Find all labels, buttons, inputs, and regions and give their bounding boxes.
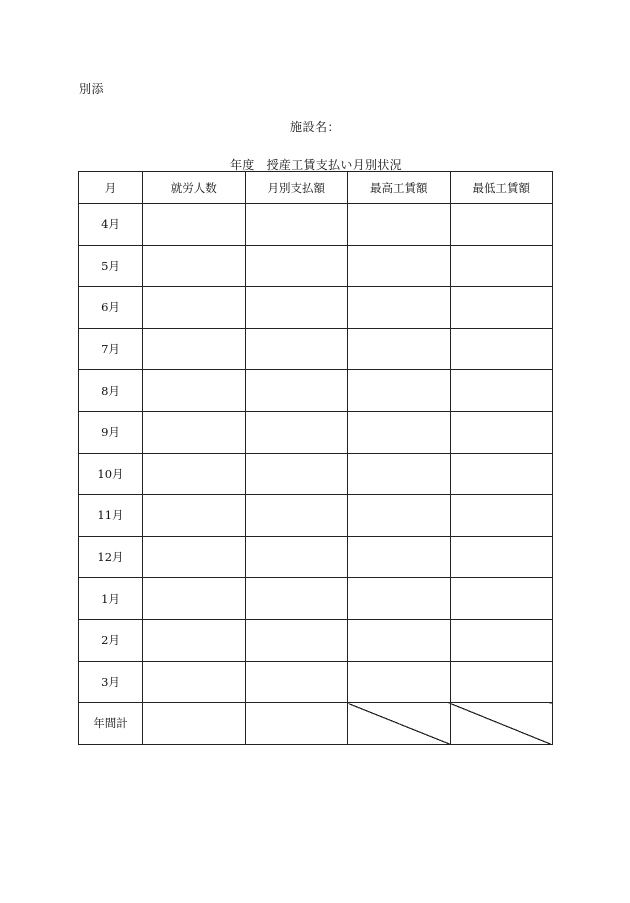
workers-cell[interactable] <box>143 370 246 412</box>
monthly-payment-cell[interactable] <box>245 370 348 412</box>
min-wage-cell[interactable] <box>450 204 553 246</box>
month-cell: 10月 <box>79 453 143 495</box>
max-wage-cell[interactable] <box>348 661 451 703</box>
max-wage-na-cell <box>348 703 451 745</box>
title-year-label: 年度 <box>230 158 255 172</box>
min-wage-cell[interactable] <box>450 619 553 661</box>
monthly-payment-cell[interactable] <box>245 578 348 620</box>
monthly-payment-cell[interactable] <box>245 661 348 703</box>
max-wage-cell[interactable] <box>348 287 451 329</box>
min-wage-cell[interactable] <box>450 245 553 287</box>
monthly-payment-cell[interactable] <box>245 287 348 329</box>
table-row <box>79 328 553 370</box>
monthly-payment-cell[interactable] <box>245 453 348 495</box>
title-main: 授産工賃支払い月別状況 <box>266 158 402 172</box>
max-wage-cell[interactable] <box>348 453 451 495</box>
min-wage-cell[interactable] <box>450 536 553 578</box>
workers-cell[interactable] <box>143 287 246 329</box>
workers-cell[interactable] <box>143 536 246 578</box>
month-cell: 4月 <box>79 204 143 246</box>
month-cell: 2月 <box>79 619 143 661</box>
col-header-workers: 就労人数 <box>143 172 246 204</box>
month-cell: 7月 <box>79 328 143 370</box>
col-header-month: 月 <box>79 172 143 204</box>
workers-cell[interactable] <box>143 453 246 495</box>
workers-cell[interactable] <box>143 204 246 246</box>
max-wage-cell[interactable] <box>348 245 451 287</box>
table-row <box>79 411 553 453</box>
month-cell: 8月 <box>79 370 143 412</box>
table-row <box>79 619 553 661</box>
facility-name-label: 施設名： <box>290 120 341 134</box>
total-workers-cell[interactable] <box>143 703 246 745</box>
table-row <box>79 495 553 537</box>
min-wage-cell[interactable] <box>450 661 553 703</box>
max-wage-cell[interactable] <box>348 204 451 246</box>
month-cell: 9月 <box>79 411 143 453</box>
max-wage-cell[interactable] <box>348 328 451 370</box>
max-wage-cell[interactable] <box>348 370 451 412</box>
workers-cell[interactable] <box>143 619 246 661</box>
table-row <box>79 578 553 620</box>
table-row <box>79 287 553 329</box>
min-wage-cell[interactable] <box>450 495 553 537</box>
monthly-payment-cell[interactable] <box>245 495 348 537</box>
workers-cell[interactable] <box>143 578 246 620</box>
max-wage-cell[interactable] <box>348 536 451 578</box>
max-wage-cell[interactable] <box>348 411 451 453</box>
table-row <box>79 453 553 495</box>
workers-cell[interactable] <box>143 411 246 453</box>
month-cell: 11月 <box>79 495 143 537</box>
attachment-label: 別添 <box>79 82 105 96</box>
table-row <box>79 536 553 578</box>
min-wage-cell[interactable] <box>450 328 553 370</box>
col-header-min-wage: 最低工賃額 <box>450 172 553 204</box>
min-wage-na-cell <box>450 703 553 745</box>
col-header-monthly-payment: 月別支払額 <box>245 172 348 204</box>
monthly-payment-cell[interactable] <box>245 245 348 287</box>
monthly-payment-cell[interactable] <box>245 536 348 578</box>
table-row <box>79 204 553 246</box>
header-row <box>79 172 553 204</box>
max-wage-cell[interactable] <box>348 619 451 661</box>
table-row <box>79 661 553 703</box>
min-wage-cell[interactable] <box>450 411 553 453</box>
table-row <box>79 245 553 287</box>
month-cell: 6月 <box>79 287 143 329</box>
monthly-payment-cell[interactable] <box>245 204 348 246</box>
month-cell: 3月 <box>79 661 143 703</box>
min-wage-cell[interactable] <box>450 287 553 329</box>
monthly-payment-cell[interactable] <box>245 411 348 453</box>
table-row <box>79 370 553 412</box>
monthly-payment-cell[interactable] <box>245 619 348 661</box>
wage-payment-table <box>78 171 553 745</box>
total-monthly-payment-cell[interactable] <box>245 703 348 745</box>
col-header-max-wage: 最高工賃額 <box>348 172 451 204</box>
min-wage-cell[interactable] <box>450 453 553 495</box>
min-wage-cell[interactable] <box>450 578 553 620</box>
min-wage-cell[interactable] <box>450 370 553 412</box>
month-cell: 12月 <box>79 536 143 578</box>
total-row <box>79 703 553 745</box>
workers-cell[interactable] <box>143 661 246 703</box>
month-cell: 1月 <box>79 578 143 620</box>
max-wage-cell[interactable] <box>348 578 451 620</box>
workers-cell[interactable] <box>143 495 246 537</box>
workers-cell[interactable] <box>143 328 246 370</box>
monthly-payment-cell[interactable] <box>245 328 348 370</box>
month-cell: 5月 <box>79 245 143 287</box>
max-wage-cell[interactable] <box>348 495 451 537</box>
total-label-cell: 年間計 <box>79 703 143 745</box>
workers-cell[interactable] <box>143 245 246 287</box>
